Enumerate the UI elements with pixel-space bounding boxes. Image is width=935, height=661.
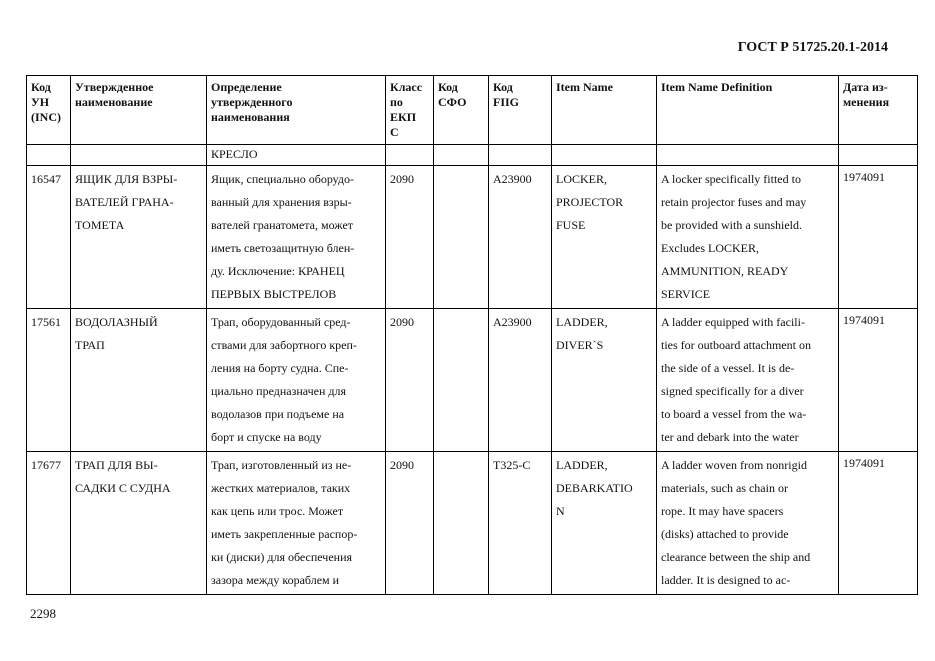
col-header-definition: Определение утвержденного наименования [207, 76, 386, 145]
table-row [27, 166, 918, 309]
class-cell: 2090 [386, 166, 434, 309]
inc-cell: 17677 [27, 452, 71, 595]
table-row [27, 452, 918, 595]
approved-name-cell: ТРАП ДЛЯ ВЫ- САДКИ С СУДНА [71, 452, 207, 595]
continuation-definition: КРЕСЛО [207, 145, 386, 166]
fiig-cell: T325-C [489, 452, 552, 595]
col-header-sfo: Код СФО [434, 76, 489, 145]
fiig-cell: A23900 [489, 166, 552, 309]
sfo-cell [434, 166, 489, 309]
col-header-item-definition: Item Name Definition [657, 76, 839, 145]
change-date-cell: 1974091 [839, 166, 918, 309]
change-date-cell: 1974091 [839, 309, 918, 452]
continuation-row [27, 145, 918, 166]
approved-name-cell: ВОДОЛАЗНЫЙ ТРАП [71, 309, 207, 452]
col-header-item-name: Item Name [552, 76, 657, 145]
col-header-fiig: Код FIIG [489, 76, 552, 145]
class-cell: 2090 [386, 452, 434, 595]
sfo-cell [434, 452, 489, 595]
document-code: ГОСТ Р 51725.20.1-2014 [737, 40, 888, 55]
item-name-cell: LADDER, DIVER`S [552, 309, 657, 452]
change-date-cell: 1974091 [839, 452, 918, 595]
item-definition-cell: A ladder woven from nonrigid materials, such as chain or rope. It may have spacers (disks) attached to provide clearance between the ship and ladder. It is designed to ac- [657, 452, 839, 595]
approved-name-cell: ЯЩИК ДЛЯ ВЗРЫ- ВАТЕЛЕЙ ГРАНА- ТОМЕТА [71, 166, 207, 309]
class-cell: 2090 [386, 309, 434, 452]
definition-cell: Ящик, специально оборудо- ванный для хранения взры- вателей гранатомета, может иметь светозащитную блен- ду. Исключение: КРАНЕЦ ПЕРВЫХ ВЫСТРЕЛОВ [207, 166, 386, 309]
definition-cell: Трап, изготовленный из не- жестких материалов, таких как цепь или трос. Может иметь закрепленные распор- ки (диски) для обеспечения зазора между кораблем и [207, 452, 386, 595]
table-row [27, 309, 918, 452]
item-definition-cell: A ladder equipped with facili- ties for outboard attachment on the side of a vessel. It is de- signed specifically for a diver to board a vessel from the wa- ter and debark into the water [657, 309, 839, 452]
col-header-class: Класс по ЕКП С [386, 76, 434, 145]
fiig-cell: A23900 [489, 309, 552, 452]
definition-cell: Трап, оборудованный сред- ствами для забортного креп- ления на борту судна. Спе- циально предназначен для водолазов при подъеме на борт и спуске на воду [207, 309, 386, 452]
item-name-cell: LADDER, DEBARKATIO N [552, 452, 657, 595]
catalog-table [26, 75, 918, 595]
col-header-change-date: Дата из- менения [839, 76, 918, 145]
sfo-cell [434, 309, 489, 452]
item-definition-cell: A locker specifically fitted to retain projector fuses and may be provided with a sunshield. Excludes LOCKER, AMMUNITION, READY SERVICE [657, 166, 839, 309]
inc-cell: 16547 [27, 166, 71, 309]
col-header-approved-name: Утвержденное наименование [71, 76, 207, 145]
inc-cell: 17561 [27, 309, 71, 452]
page-number: 2298 [30, 606, 56, 621]
col-header-inc: Код УН (INC) [27, 76, 71, 145]
item-name-cell: LOCKER, PROJECTOR FUSE [552, 166, 657, 309]
header-row [27, 76, 918, 145]
